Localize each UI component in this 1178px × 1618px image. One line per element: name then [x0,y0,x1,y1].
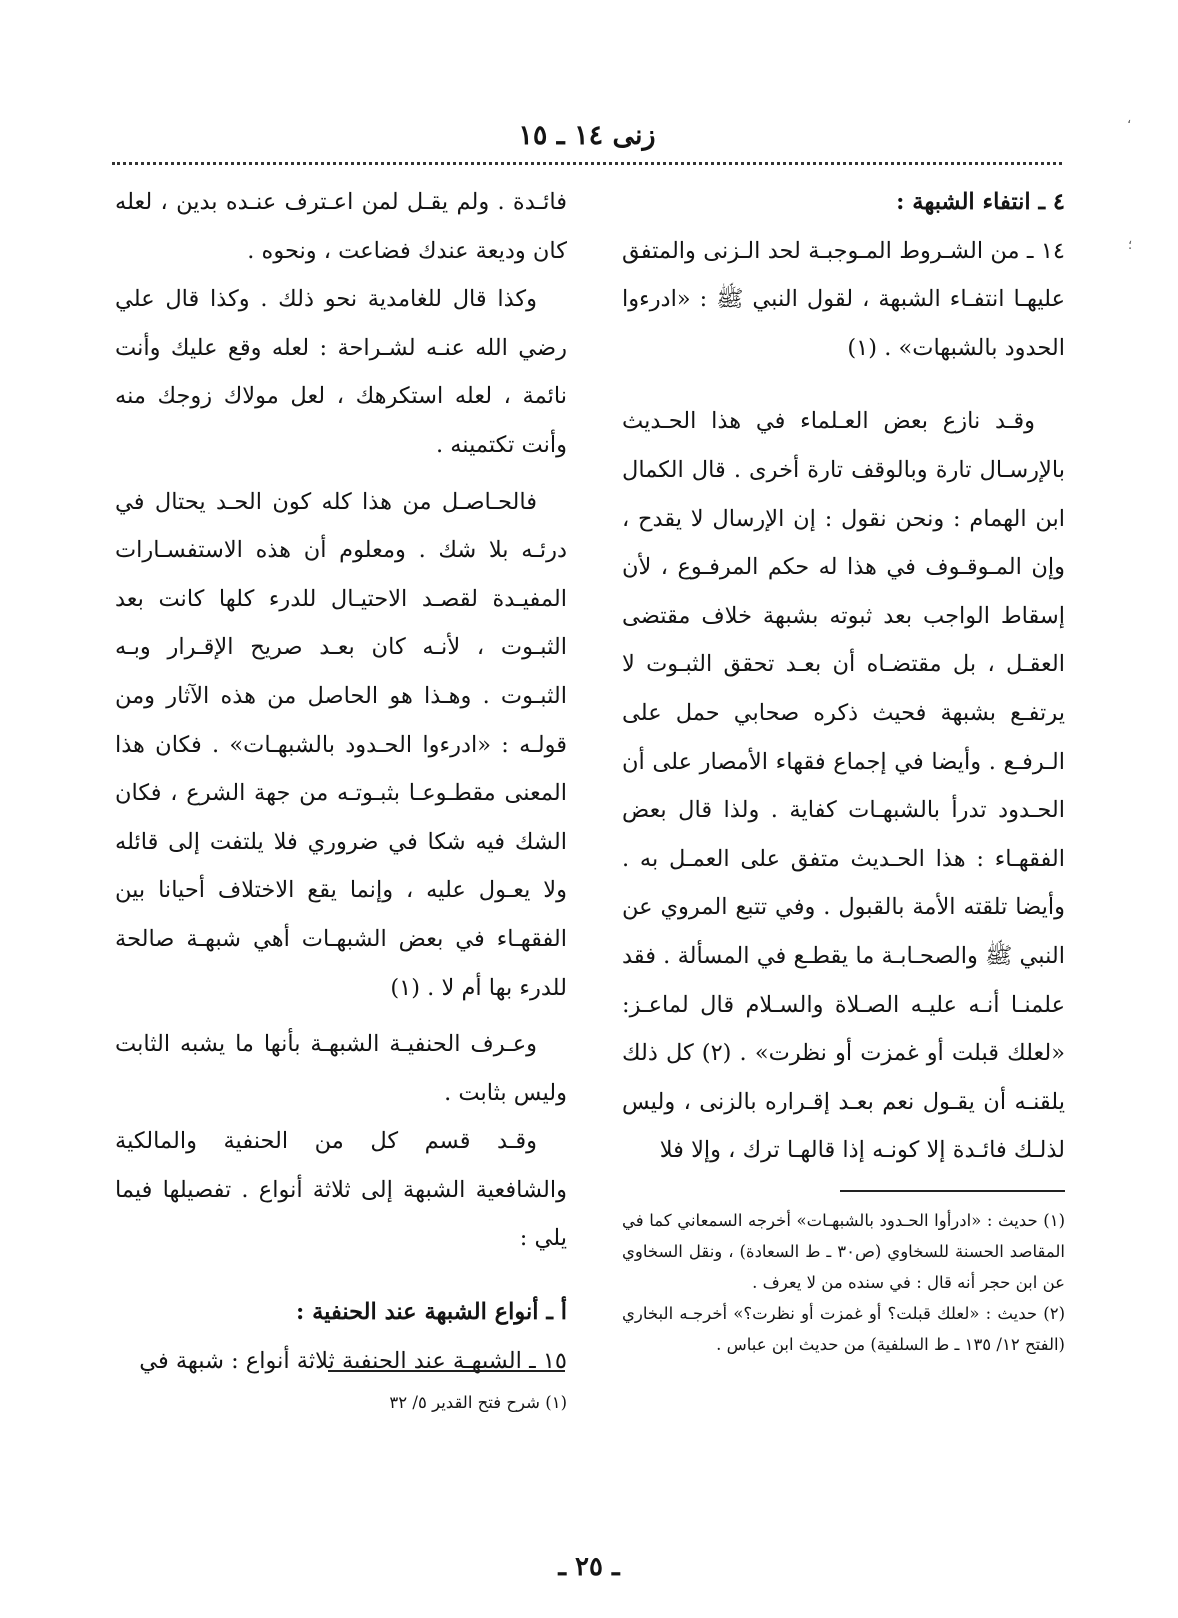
footnotes-right [622,1205,1065,1360]
page-number: ـ ٢٥ ـ [558,1552,620,1582]
section-heading: ٤ ـ انتفاء الشبهة : [896,189,1065,215]
footnote-rule-left [328,1370,565,1372]
paragraph-14: ١٤ ـ من الشـروط المـوجبـة لحد الـزنى والمتفق عليهـا انتفـاء الشبهة ، لقول النبي ﷺ : «ادرءوا الحدود بالشبهات» . (١) [622,237,1065,361]
footnote-1-right: (١) حديث : «ادرأوا الحـدود بالشبهـات» أخرجه السمعاني كما في المقاصد الحسنة للسخاوي (ص٣٠ ـ ط السعادة) ، ونقل السخاوي عن ابن حجر أنه قال : في سنده من لا يعرف . [622,1211,1065,1292]
paragraph-dispute: وقـد نازع بعض العـلماء في هذا الحـديث بالإرسـال تارة وبالوقف تارة أخرى . قال الكمال ابن الهمام : ونحن نقول : إن الإرسال لا يقدح ، وإن المـوقـوف في هذا له حكم المرفـوع ، لأن إسقاط الواجب بعد ثبوته بشبهة خلاف مقتضى العقـل ، بل مقتضـاه أن بعـد تحقق الثبـوت لا يرتفـع بشبهة فحيث ذكره صحابي حمل على الـرفـع . وأيضا في إجماع فقهاء الأمصار على أن الحـدود تدرأ بالشبهـات كفاية . ولذا قال بعض الفقهـاء : هذا الحـديث متفق على العمـل به . وأيضا تلقته الأمة بالقبول . وفي تتبع المروي عن النبي ﷺ والصحـابـة ما يقطـع في المسألة . فقد علمنـا أنـه عليـه الصـلاة والسـلام قال لماعـز: «لعلك قبلت أو غمزت أو نظرت» . (٢) كل ذلك يلقنـه أن يقـول نعم بعـد إقـراره بالزنى ، وليس لذلـك فائـدة إلا كونـه إذا قالهـا ترك ، وإلا فلا [622,408,1065,1164]
margin-mark-middle: ؛ [1128,238,1133,253]
header-dotted-rule [112,162,1062,165]
paragraph-division: وقـد قسم كل من الحنفية والمالكية والشافعية الشبهة إلى ثلاثة أنواع . تفصيلها فيما يلي : [115,1128,567,1252]
left-column [115,178,567,1385]
paragraph-result: فالحـاصـل من هذا كله كون الحـد يحتال في درئـه بلا شك . ومعلوم أن هذه الاستفسـارات المفيـدة لقصـد الاحتيـال للدرء كلها كانت بعد الثبـوت ، لأنـه كان بعـد صريح الإقـرار وبـه الثبـوت . وهـذا هو الحاصل من هذه الآثار ومن قولـه : «ادرءوا الحـدود بالشبهـات» . فكان هذا المعنى مقطـوعـا بثبـوتـه من جهة الشرع ، فكان الشك فيه شكا في ضروري فلا يلتفت إلى قائله ولا يعـول عليه ، وإنما يقع الاختلاف أحيانا بين الفقهـاء في بعض الشبهـات أهي شبهـة صالحة للدرء بها أم لا . (١) [115,488,567,1001]
margin-mark-top: ، [1127,112,1132,127]
paragraph-15: ١٥ ـ الشبهـة عند الحنفية ثلاثة أنواع : شبهة في [139,1347,567,1374]
paragraph-definition: وعـرف الحنفيـة الشبهـة بأنها ما يشبه الثابت وليس بثابت . [115,1031,567,1106]
running-header: زنى ١٤ ـ ١٥ [518,120,656,151]
footnote-rule-right [840,1190,1065,1192]
footnote-1-left: (١) شرح فتح القدير ٥/ ٣٢ [389,1393,567,1412]
right-column [622,178,1065,1175]
footnotes-left [115,1387,567,1418]
paragraph-continued: فائـدة . ولم يقـل لمن اعـترف عنـده بدين ، لعله كان وديعة عندك فضاعت ، ونحوه . [115,189,567,264]
subsection-heading: أ ـ أنواع الشبهة عند الحنفية : [295,1299,567,1326]
paragraph-ghamidiya: وكذا قال للغامدية نحو ذلك . وكذا قال علي رضي الله عنـه لشـراحة : لعله وقع عليك وأنت نائمة ، لعله استكرهك ، لعل مولاك زوجك منه وأنت تكتمينه . [115,286,567,458]
footnote-2-right: (٢) حديث : «لعلك قبلت؟ أو غمزت أو نظرت؟» أخرجـه البخاري (الفتح ١٢/ ١٣٥ ـ ط السلفية) من حديث ابن عباس . [622,1304,1065,1354]
